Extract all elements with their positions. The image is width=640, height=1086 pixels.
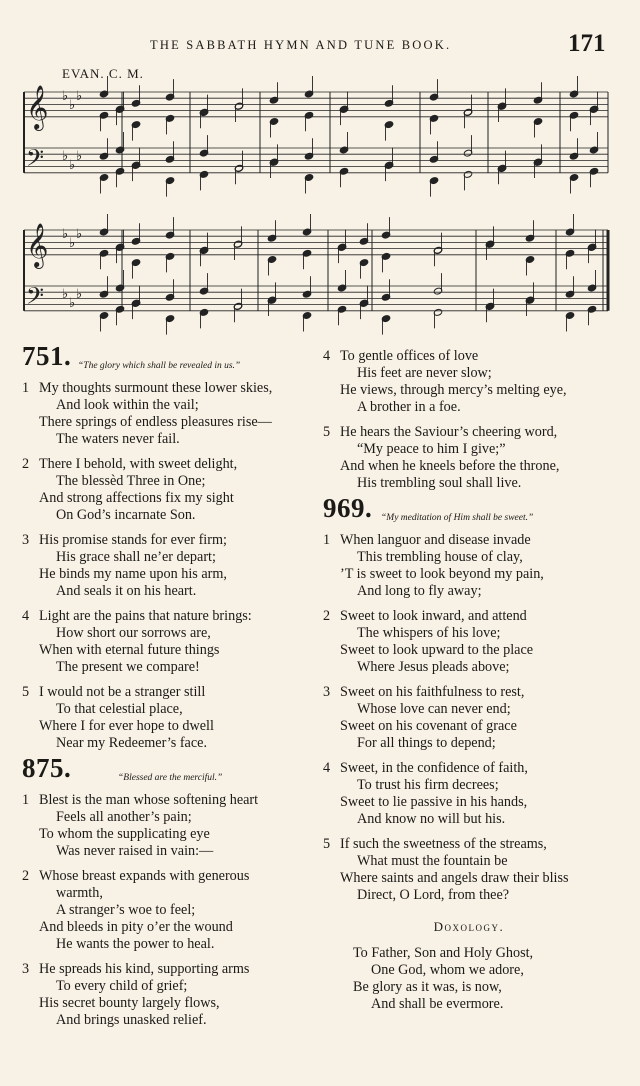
stanza	[323, 684, 615, 752]
music-score	[0, 0, 640, 345]
stanza-number: 3	[22, 961, 30, 977]
verse-line: To gentle offices of love	[340, 348, 479, 364]
doxology-line: Be glory as it was, is now,	[353, 979, 502, 995]
treble-clef-icon: 𝄞	[26, 223, 49, 267]
verse-line: And when he kneels before the throne,	[340, 458, 560, 474]
verse-line: Sweet on his faithfulness to rest,	[340, 684, 525, 700]
hymn-969	[323, 493, 615, 904]
verse-line: He wants the power to heal.	[56, 936, 215, 952]
verse-line: When with eternal future things	[39, 642, 220, 658]
verse-line: The waters never fail.	[56, 431, 180, 447]
stanza	[22, 456, 314, 524]
flat-icon: ♭	[62, 149, 69, 164]
stanza-number: 4	[323, 760, 331, 776]
stanza	[22, 532, 314, 600]
verse-line: The blessèd Three in One;	[56, 473, 206, 489]
flat-icon: ♭	[76, 227, 83, 242]
hymn-751	[22, 341, 314, 752]
verse-line: Whose breast expands with generous	[39, 868, 250, 884]
doxology-line: One God, whom we adore,	[371, 962, 524, 978]
verse-line: Sweet, in the confidence of faith,	[340, 760, 528, 776]
verse-line: Where I for ever hope to dwell	[39, 718, 214, 734]
stanza	[22, 684, 314, 752]
verse-line: The present we compare!	[56, 659, 200, 675]
stanza	[323, 424, 615, 492]
flat-icon: ♭	[69, 236, 76, 251]
stanza-number: 2	[22, 456, 30, 472]
verse-line: His trembling soul shall live.	[357, 475, 522, 491]
verse-line: When languor and disease invade	[340, 532, 531, 548]
stanza-number: 1	[22, 792, 30, 808]
flat-icon: ♭	[76, 287, 83, 302]
verse-line: And look within the vail;	[56, 397, 199, 413]
flat-icon: ♭	[62, 227, 69, 242]
bass-clef-icon: 𝄢	[26, 282, 45, 315]
doxology-line: To Father, Son and Holy Ghost,	[353, 945, 534, 961]
verse-line: And strong affections fix my sight	[39, 490, 234, 506]
verse-line: Light are the pains that nature brings:	[39, 608, 252, 624]
bass-clef-icon: 𝄢	[26, 144, 45, 177]
verse-line: Near my Redeemer’s face.	[56, 735, 207, 751]
verse-line: And brings unasked relief.	[56, 1012, 207, 1028]
hymn-caption: “Blessed are the merciful.”	[118, 773, 223, 783]
verse-line: And long to fly away;	[357, 583, 482, 599]
doxology-lines	[323, 945, 615, 1013]
verse-line: Sweet to lie passive in his hands,	[340, 794, 528, 810]
verse-line: He views, through mercy’s melting eye,	[340, 382, 567, 398]
stanza-number: 1	[323, 532, 331, 548]
verse-line: To that celestial place,	[56, 701, 183, 717]
hymn-875	[22, 753, 314, 1029]
verse-line: “My peace to him I give;”	[357, 441, 506, 457]
verse-line: Sweet on his covenant of grace	[340, 718, 517, 734]
verse-line: There I behold, with sweet delight,	[39, 456, 238, 472]
verse-line: Feels all another’s pain;	[56, 809, 192, 825]
verse-line: How short our sorrows are,	[56, 625, 211, 641]
stanza	[22, 608, 314, 676]
verse-line: The whispers of his love;	[357, 625, 501, 641]
verse-line: On God’s incarnate Son.	[56, 507, 196, 523]
hymn-875-continued	[323, 348, 615, 492]
stanza	[323, 836, 615, 904]
doxology-line: And shall be evermore.	[371, 996, 504, 1012]
flat-icon: ♭	[62, 287, 69, 302]
page-number: 171	[568, 30, 606, 57]
right-column	[323, 348, 615, 1013]
stanza	[323, 608, 615, 676]
verse-line: Sweet to look upward to the place	[340, 642, 534, 658]
hymn-caption: “My meditation of Him shall be sweet.”	[381, 513, 534, 523]
verse-line: A brother in a foe.	[357, 399, 461, 415]
verse-line: And bleeds in pity o’er the wound	[39, 919, 233, 935]
verse-line: For all things to depend;	[357, 735, 496, 751]
stanza-number: 4	[323, 348, 331, 364]
verse-line: His secret bounty largely flows,	[39, 995, 220, 1011]
stanza-list	[323, 532, 615, 904]
verse-line: And seals it on his heart.	[56, 583, 197, 599]
verse-line: Direct, O Lord, from thee?	[357, 887, 510, 903]
verse-line: Sweet to look inward, and attend	[340, 608, 527, 624]
verse-line: What must the fountain be	[357, 853, 508, 869]
hymn-number: 751.	[22, 341, 72, 371]
stanza-number: 1	[22, 380, 30, 396]
verse-line: ’T is sweet to look beyond my pain,	[340, 566, 544, 582]
hymn-caption: “The glory which shall be revealed in us.”	[78, 361, 241, 371]
verse-line: He hears the Saviour’s cheering word,	[340, 424, 558, 440]
stanza-number: 5	[323, 836, 331, 852]
verse-line: I would not be a stranger still	[39, 684, 206, 700]
treble-clef-icon: 𝄞	[26, 85, 49, 129]
verse-line: To whom the supplicating eye	[39, 826, 210, 842]
running-title: THE SABBATH HYMN AND TUNE BOOK.	[150, 38, 452, 52]
verse-line: He binds my name upon his arm,	[39, 566, 227, 582]
verse-line: Was never raised in vain:—	[56, 843, 214, 859]
verse-line: And know no will but his.	[357, 811, 506, 827]
verse-line: To trust his firm decrees;	[357, 777, 499, 793]
flat-icon: ♭	[69, 296, 76, 311]
stanza	[323, 348, 615, 416]
flat-icon: ♭	[76, 149, 83, 164]
stanza-number: 3	[22, 532, 30, 548]
verse-line: Where saints and angels draw their bliss	[340, 870, 569, 886]
verse-line: A stranger’s woe to feel;	[56, 902, 196, 918]
stanza-number: 3	[323, 684, 331, 700]
hymn-number: 875.	[22, 753, 72, 783]
verse-line: If such the sweetness of the streams,	[340, 836, 547, 852]
verse-line: He spreads his kind, supporting arms	[39, 961, 250, 977]
stanza	[323, 532, 615, 600]
verse-line: There springs of endless pleasures rise—	[39, 414, 272, 430]
tune-name: EVAN. C. M.	[62, 66, 144, 81]
verse-line: His feet are never slow;	[357, 365, 492, 381]
verse-line: Where Jesus pleads above;	[357, 659, 510, 675]
verse-line: His grace shall ne’er depart;	[56, 549, 216, 565]
stanza	[22, 868, 314, 953]
flat-icon: ♭	[76, 89, 83, 104]
stanza	[22, 792, 314, 860]
flat-icon: ♭	[62, 89, 69, 104]
hymn-number: 969.	[323, 493, 373, 523]
left-column	[22, 341, 314, 1037]
verse-line: Whose love can never end;	[357, 701, 511, 717]
stanza-number: 2	[22, 868, 30, 884]
stanza	[22, 380, 314, 448]
stanza-number: 5	[22, 684, 30, 700]
verse-line: warmth,	[56, 885, 103, 901]
verse-line: My thoughts surmount these lower skies,	[39, 380, 273, 396]
stanza-list	[22, 792, 314, 1029]
verse-line: This trembling house of clay,	[357, 549, 523, 565]
stanza	[22, 961, 314, 1029]
stanza-list	[22, 380, 314, 752]
doxology-title: Doxology.	[433, 919, 505, 934]
verse-line: To every child of grief;	[56, 978, 188, 994]
stanza-number: 2	[323, 608, 331, 624]
stanza-number: 5	[323, 424, 331, 440]
verse-line: Blest is the man whose softening heart	[39, 792, 259, 808]
verse-line: His promise stands for ever firm;	[39, 532, 227, 548]
stanza	[323, 760, 615, 828]
flat-icon: ♭	[69, 98, 76, 113]
flat-icon: ♭	[69, 158, 76, 173]
stanza-number: 4	[22, 608, 30, 624]
doxology	[323, 918, 615, 1013]
